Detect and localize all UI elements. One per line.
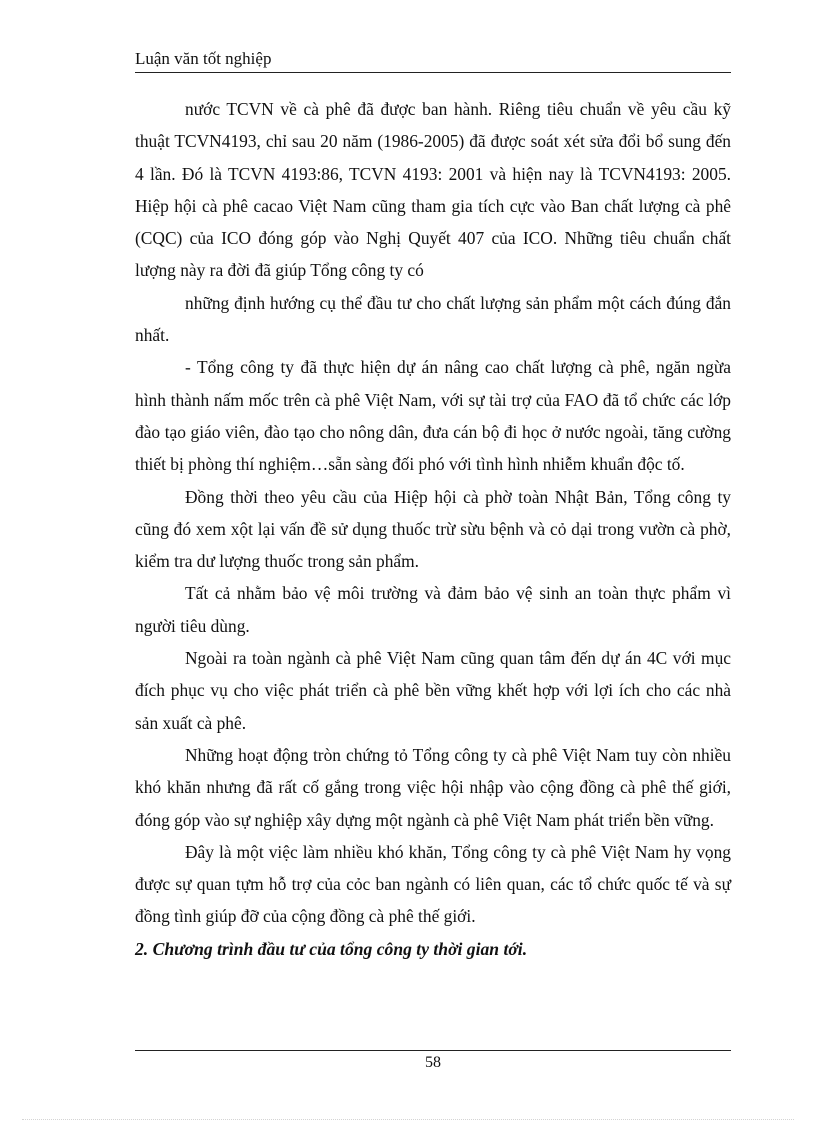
paragraph-tcvn-standards: nước TCVN về cà phê đã được ban hành. Riêng tiêu chuẩn về yêu cầu kỹ thuật TCVN4193, chỉ sau 20 năm (1986-2005) đã được soát xét sửa đổi bổ sung đến 4 lần. Đó là TCVN 4193:86, TCVN 4193: 2001 và hiện nay là TCVN4193: 2005. Hiệp hội cà phê cacao Việt Nam cũng tham gia tích cực vào Ban chất lượng cà phê (CQC) của ICO đóng góp vào Nghị Quyết 407 của ICO. Những tiêu chuẩn chất lượng này ra đời đã giúp Tổng công ty có [135,99,731,281]
footer-divider [135,1050,731,1051]
section-heading: 2. Chương trình đầu tư của tổng công ty thời gian tới. [135,938,528,959]
paragraph-integration: Những hoạt động tròn chứng tỏ Tổng công ty cà phê Việt Nam tuy còn nhiều khó khăn nhưng đã rất cố gắng trong việc hội nhập vào cộng đồng cà phê thế giới, đóng góp vào sự nghiệp xây dựng một ngành cà phê Việt Nam phát triển bền vững. [135,744,731,830]
paragraph-environment: Tất cả nhằm bảo vệ môi trường và đảm bảo vệ sinh an toàn thực phẩm vì người tiêu dùng. [135,583,731,636]
paragraph-investment-direction: những định hướng cụ thể đầu tư cho chất lượng sản phẩm một cách đúng đắn nhất. [135,292,731,346]
paragraph-japan-association: Đồng thời theo yêu cầu của Hiệp hội cà phờ toàn Nhật Bản, Tổng công ty cũng đó xem xột lại vấn đề sử dụng thuốc trừ sừu bệnh và cỏ dại trong vườn cà phờ, kiểm tra dư lượng thuốc trong sản phẩm. [135,486,731,572]
page-bottom-edge [22,1119,794,1120]
document-body [135,93,731,965]
paragraph-4c-project: Ngoài ra toàn ngành cà phê Việt Nam cũng quan tâm đến dự án 4C với mục đích phục vụ cho việc phát triển cà phê bền vững khết hợp với lợi ích cho các nhà sản xuất cà phê. [135,648,731,733]
paragraph-quality-project: - Tổng công ty đã thực hiện dự án nâng cao chất lượng cà phê, ngăn ngừa hình thành nấm mốc trên cà phê Việt Nam, với sự tài trợ của FAO đã tổ chức các lớp đào tạo giáo viên, đào tạo cho nông dân, đưa cán bộ đi học ở nước ngoài, tăng cường thiết bị phòng thí nghiệm…sẵn sàng đối phó với tình hình nhiễm khuẩn độc tố. [135,357,731,475]
page-number: 58 [425,1054,441,1071]
header-title: Luận văn tốt nghiệp [135,49,272,68]
paragraph-support-hope: Đây là một việc làm nhiều khó khăn, Tổng công ty cà phê Việt Nam hy vọng được sự quan tựm hỗ trợ của cỏc ban ngành có liên quan, các tổ chức quốc tế và sự đồng tình giúp đỡ của cộng đồng cà phê thế giới. [135,841,731,927]
running-header [135,49,731,73]
